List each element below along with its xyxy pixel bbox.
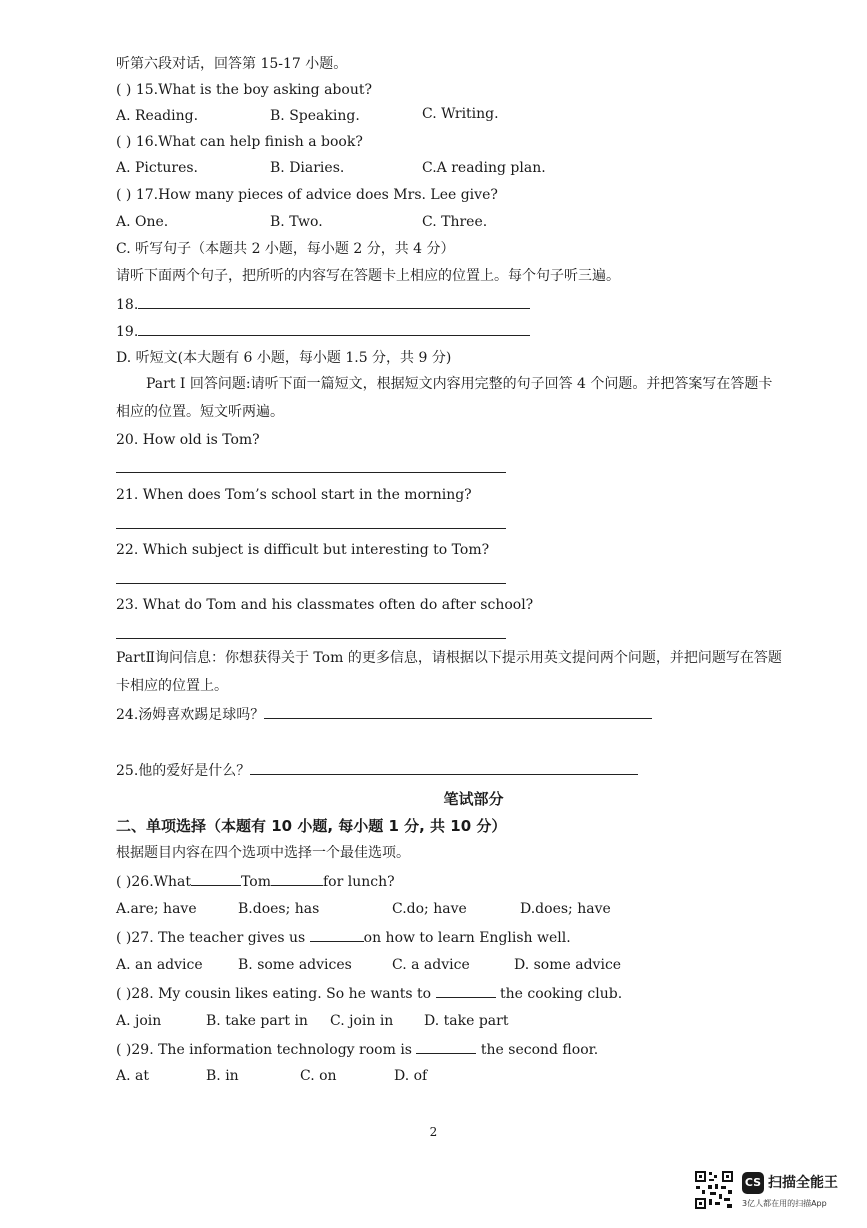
question-18: [116, 294, 530, 315]
q27-stem-start: ( )27. The teacher gives us: [116, 930, 306, 946]
q16-option-a: A. Pictures.: [116, 160, 199, 176]
question-21: 21. When does Tom’s school start in the morning?: [116, 487, 472, 503]
q26-blank-1[interactable]: [191, 871, 241, 886]
q26-stem-middle: Tom: [241, 874, 271, 890]
q23-answer-line[interactable]: [116, 638, 506, 639]
q17-option-a: A. One.: [116, 214, 169, 230]
q26-option-a: A.are; have: [116, 901, 197, 917]
question-15-stem: ( ) 15.What is the boy asking about?: [116, 82, 372, 98]
q29-option-c: C. on: [300, 1068, 337, 1084]
q28-option-a: A. join: [116, 1013, 162, 1029]
q28-stem-end: the cooking club.: [499, 986, 623, 1002]
question-28-stem: [116, 983, 622, 1004]
part-one-instructions-line2: 相应的位置。短文听两遍。: [116, 404, 284, 420]
question-18-number: 18.: [116, 297, 139, 313]
question-27-stem: [116, 927, 571, 948]
q27-stem-end: on how to learn English well.: [363, 930, 571, 946]
q16-option-c: C.A reading plan.: [422, 160, 546, 176]
q29-blank[interactable]: [416, 1039, 476, 1054]
q20-answer-line[interactable]: [116, 472, 506, 473]
q29-option-b: B. in: [206, 1068, 239, 1084]
q27-blank[interactable]: [310, 927, 364, 942]
q29-stem-end: the second floor.: [480, 1042, 599, 1058]
q17-option-b: B. Two.: [270, 214, 323, 230]
q28-option-c: C. join in: [330, 1013, 394, 1029]
scanner-watermark: [694, 1170, 854, 1214]
q26-option-b: B.does; has: [238, 901, 320, 917]
q25-answer-blank[interactable]: [250, 760, 638, 775]
q17-option-c: C. Three.: [422, 214, 488, 230]
part-two-instructions-line2: 卡相应的位置上。: [116, 678, 228, 694]
q27-option-a: A. an advice: [116, 957, 203, 973]
q28-stem-start: ( )28. My cousin likes eating. So he wants to: [116, 986, 432, 1002]
q28-option-b: B. take part in: [206, 1013, 308, 1029]
q26-option-c: C.do; have: [392, 901, 467, 917]
written-part-title: 笔试部分: [443, 790, 504, 808]
scanner-tagline: 3亿人都在用的扫描App: [742, 1199, 827, 1208]
q26-blank-2[interactable]: [271, 871, 323, 886]
question-25: [116, 760, 638, 781]
q28-option-d: D. take part: [424, 1013, 509, 1029]
question-19-number: 19.: [116, 324, 139, 340]
qr-code-icon: [694, 1170, 734, 1210]
q27-option-c: C. a advice: [392, 957, 470, 973]
section-d-title: D. 听短文(本大题有 6 小题，每小题 1.5 分，共 9 分): [116, 350, 452, 366]
question-24: [116, 704, 652, 725]
q15-option-c: C. Writing.: [422, 106, 499, 122]
q27-option-b: B. some advices: [238, 957, 352, 973]
q26-stem-start: ( )26.What: [116, 874, 192, 890]
page-number: 2: [429, 1125, 438, 1139]
question-26-stem: [116, 871, 395, 892]
q29-option-d: D. of: [394, 1068, 428, 1084]
section-two-title: 二、单项选择（本题有 10 小题, 每小题 1 分, 共 10 分）: [116, 817, 507, 835]
section-six-intro: 听第六段对话，回答第 15-17 小题。: [116, 56, 348, 72]
q21-answer-line[interactable]: [116, 528, 506, 529]
q24-answer-blank[interactable]: [264, 704, 652, 719]
section-two-instructions: 根据题目内容在四个选项中选择一个最佳选项。: [116, 845, 410, 861]
q15-option-b: B. Speaking.: [270, 108, 360, 124]
q22-answer-line[interactable]: [116, 583, 506, 584]
q18-answer-blank[interactable]: [138, 294, 530, 309]
q29-option-a: A. at: [116, 1068, 149, 1084]
q16-option-b: B. Diaries.: [270, 160, 345, 176]
section-c-instructions: 请听下面两个句子，把所听的内容写在答题卡上相应的位置上。每个句子听三遍。: [116, 268, 620, 284]
q26-stem-end: for lunch?: [323, 874, 395, 890]
q28-blank[interactable]: [436, 983, 496, 998]
question-17-stem: ( ) 17.How many pieces of advice does Mrs. Lee give?: [116, 187, 498, 203]
q15-option-a: A. Reading.: [116, 108, 199, 124]
question-20: 20. How old is Tom?: [116, 432, 260, 448]
q26-option-d: D.does; have: [520, 901, 611, 917]
part-two-instructions-line1: PartⅡ询问信息：你想获得关于 Tom 的更多信息，请根据以下提示用英文提问两个问题，并把问题写在答题: [116, 650, 782, 666]
question-24-prompt: 24.汤姆喜欢踢足球吗？: [116, 707, 265, 723]
q29-stem-start: ( )29. The information technology room is: [116, 1042, 412, 1058]
question-22: 22. Which subject is difficult but interesting to Tom?: [116, 542, 490, 558]
q19-answer-blank[interactable]: [138, 321, 530, 336]
section-c-title: C. 听写句子（本题共 2 小题，每小题 2 分，共 4 分）: [116, 241, 455, 257]
question-16-stem: ( ) 16.What can help finish a book?: [116, 134, 363, 150]
scanner-brand: 扫描全能王: [768, 1175, 838, 1191]
question-19: [116, 321, 530, 342]
q27-option-d: D. some advice: [514, 957, 622, 973]
part-one-instructions-line1: Part Ⅰ 回答问题:请听下面一篇短文，根据短文内容用完整的句子回答 4 个问题。并把答案写在答题卡: [146, 376, 773, 392]
question-25-prompt: 25.他的爱好是什么？: [116, 763, 251, 779]
cs-logo-icon: CS: [742, 1172, 764, 1194]
question-23: 23. What do Tom and his classmates often do after school?: [116, 597, 534, 613]
question-29-stem: [116, 1039, 598, 1060]
